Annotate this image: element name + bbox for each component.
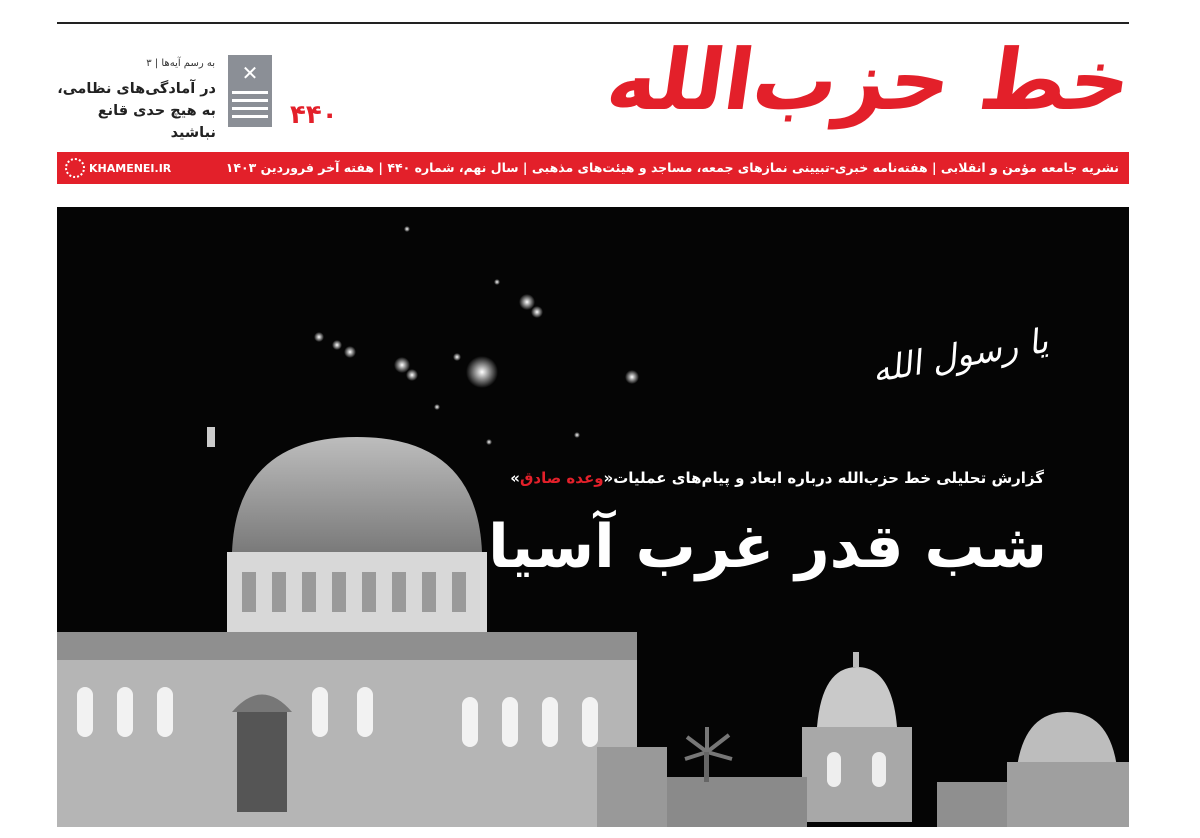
issue-number: ۴۴۰ xyxy=(290,100,338,130)
octagon-body xyxy=(57,632,637,827)
side-teaser-line2: به هیچ حدی قانع نباشید xyxy=(97,103,216,141)
book-emblem-icon: ✕ xyxy=(228,55,272,127)
band-description: نشریه جامعه مؤمن و انقلابی | هفته‌نامه خبری-تبیینی نمازهای جمعه، مساجد و هیئت‌های مذهبی | سال نهم، شماره ۴۴۰ | هفته آخر فروردین ۱۴۰۳ xyxy=(225,160,1119,175)
site-logo-text: KHAMENEI.IR xyxy=(89,161,172,175)
khamenei-logo-icon[interactable] xyxy=(65,156,171,180)
masthead-title: خط حزب‌الله xyxy=(600,31,1137,129)
site-logo-disc xyxy=(65,158,85,178)
cover-kicker-highlight: وعده صادق xyxy=(519,469,604,487)
cover-headline[interactable]: شب قدر غرب آسیا xyxy=(488,512,1047,582)
calligraphy-ya-rasulallah: یا رسول الله xyxy=(868,320,1052,392)
side-teaser-line1: در آمادگی‌های نظامی، xyxy=(57,81,216,97)
main-dome xyxy=(207,427,487,632)
top-rule xyxy=(57,22,1129,24)
side-teaser-kicker: به رسم آیه‌ها | ۳ xyxy=(146,58,215,69)
side-teaser-headline[interactable] xyxy=(56,78,216,144)
cover-kicker-suffix: » xyxy=(510,469,520,487)
cover-kicker xyxy=(510,469,1044,487)
small-dome-right xyxy=(1007,712,1129,827)
cover-photo xyxy=(57,207,1129,827)
publication-band xyxy=(57,152,1129,184)
small-dome-center xyxy=(802,652,912,822)
sky-lights xyxy=(314,226,639,445)
cover-kicker-prefix: گزارش تحلیلی خط حزب‌الله درباره ابعاد و پیام‌های عملیات« xyxy=(603,469,1044,487)
